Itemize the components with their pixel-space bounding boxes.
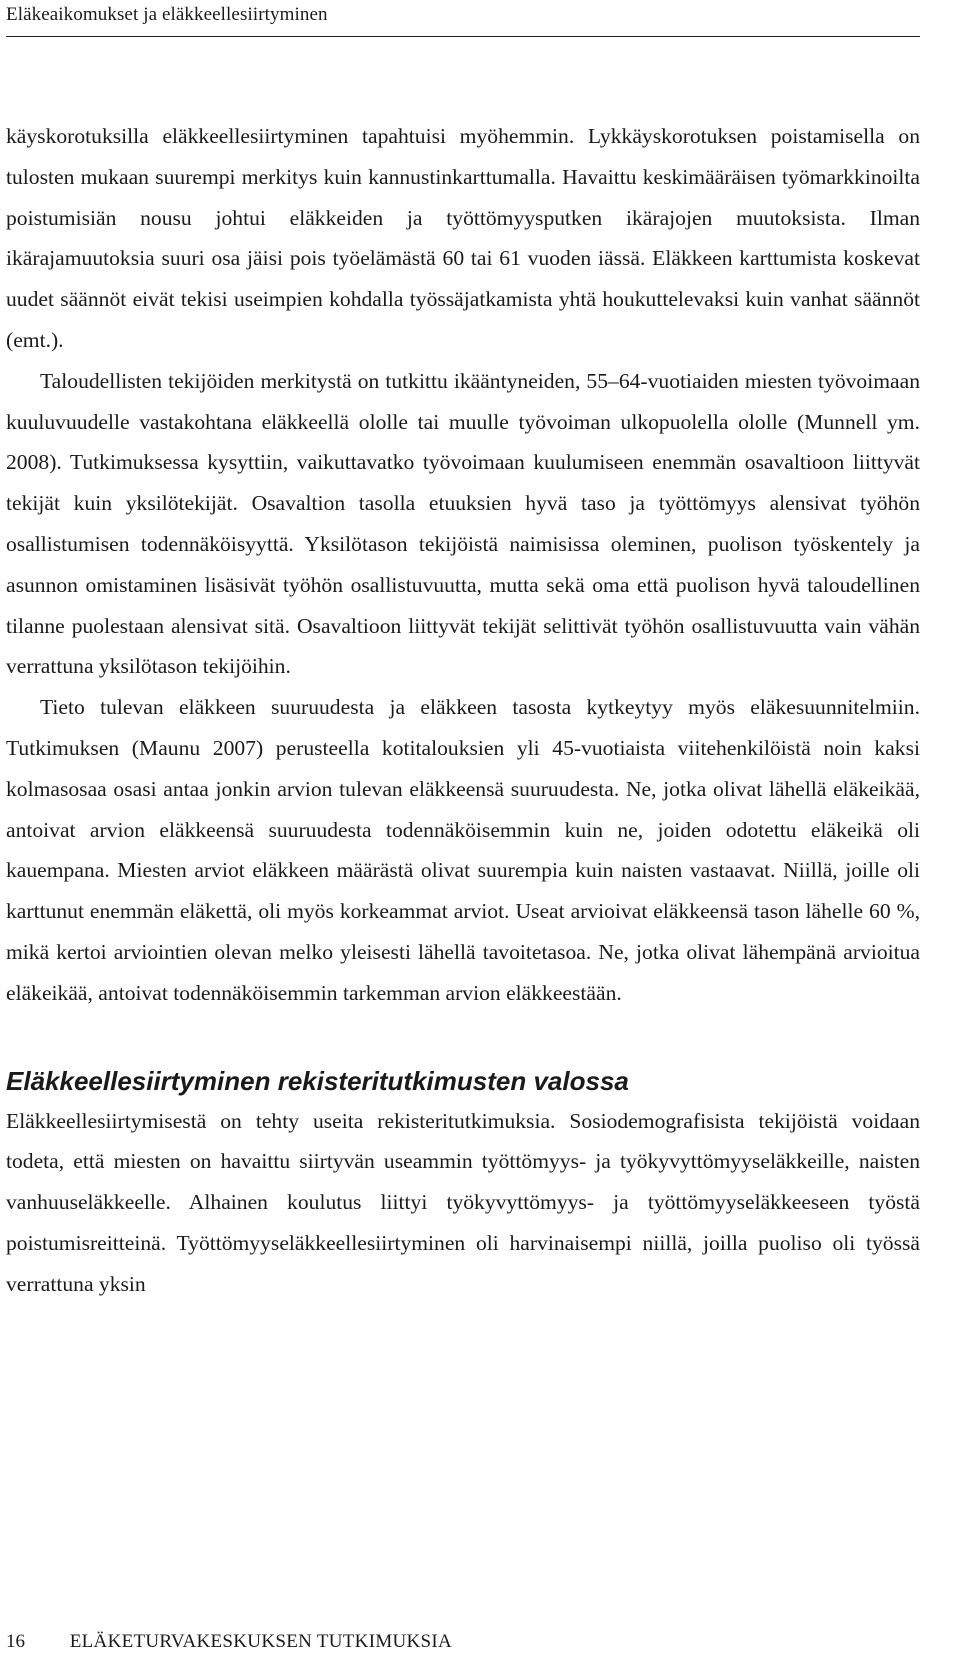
section-paragraph: Eläkkeellesiirtymisestä on tehty useita rekisteritutkimuksia. Sosiodemografisista tekijöistä voidaan todeta, että miesten on havaittu siirtyvän useammin työttömyys- ja työkyvyttömyyseläkkeille, naisten vanhuuseläkkeelle. Alhainen koulutus liittyi työkyvyttömyys- ja työttömyyseläkkeeseen työstä poistumisreitteinä. Työttömyyseläkkeellesiirtyminen oli harvinaisempi niillä, joilla puoliso oli työssä verrattuna yksin [6, 1108, 920, 1296]
paragraph-3: Tieto tulevan eläkkeen suuruudesta ja eläkkeen tasosta kytkeytyy myös eläkesuunnitelmiin. Tutkimuksen (Maunu 2007) perusteella kotitalouksien yli 45-vuotiaista viitehenkilöistä noin kaksi kolmasosaa osasi antaa jonkin arvion tulevan eläkkeensä suuruudesta. Ne, jotka olivat lähellä eläkeikää, antoivat arvion eläkkeensä suuruudesta todennäköisemmin kuin ne, joiden odotettu eläkeikä oli kauempana. Miesten arviot eläkkeen määrästä olivat suurempia kuin naisten vastaavat. Niillä, joille oli karttunut enemmän eläkettä, oli myös korkeammat arviot. Useat arvioivat eläkkeensä tason lähelle 60 %, mikä kertoi arviointien olevan melko yleisesti lähellä tavoitetasoa. Ne, jotka olivat lähempänä arvioitua eläkeikää, antoivat todennäköisemmin tarkemman arvion eläkkeestään. [6, 695, 920, 1005]
paragraph-2: Taloudellisten tekijöiden merkitystä on tutkittu ikääntyneiden, 55–64-vuotiaiden miesten työvoimaan kuuluvuudelle vastakohtana eläkkeellä ololle tai muulle työvoiman ulkopuolella ololle (Munnell ym. 2008). Tutkimuksessa kysyttiin, vaikuttavatko työvoimaan kuulumiseen enemmän osavaltioon liittyvät tekijät kuin yksilötekijät. Osavaltion tasolla etuuksien hyvä taso ja työttömyys alensivat työhön osallistumisen todennäköisyyttä. Yksilötason tekijöistä naimisissa oleminen, puolison työskentely ja asunnon omistaminen lisäsivät työhön osallistuvuutta, mutta sekä oma että puolison hyvä taloudellinen tilanne puolestaan alensivat sitä. Osavaltioon liittyvät tekijät selittivät työhön osallistuvuutta vain vähän verrattuna yksilötason tekijöihin. [6, 368, 920, 679]
running-head: Eläkeaikomukset ja eläkkeellesiirtyminen [6, 4, 328, 25]
body-text [6, 116, 920, 1305]
page-number: 16 [6, 1631, 25, 1652]
paragraph-1: käyskorotuksilla eläkkeellesiirtyminen tapahtuisi myöhemmin. Lykkäyskorotuksen poistamisella on tulosten mukaan suurempi merkitys kuin kannustinkarttumalla. Havaittu keskimääräisen työmarkkinoilta poistumisiän nousu johtui eläkkeiden ja työttömyysputken ikärajojen muutoksista. Ilman ikärajamuutoksia suuri osa jäisi pois työelämästä 60 tai 61 vuoden iässä. Eläkkeen karttumista koskevat uudet säännöt eivät tekisi useimpien kohdalla työssäjatkamista yhtä houkuttelevaksi kuin vanhat säännöt (emt.). [6, 124, 920, 352]
series-title: ELÄKETURVAKESKUKSEN TUTKIMUKSIA [69, 1631, 453, 1652]
section-heading: Eläkkeellesiirtyminen rekisteritutkimusten valossa [6, 1065, 629, 1096]
page-footer [6, 1631, 452, 1653]
header-rule [6, 36, 920, 37]
